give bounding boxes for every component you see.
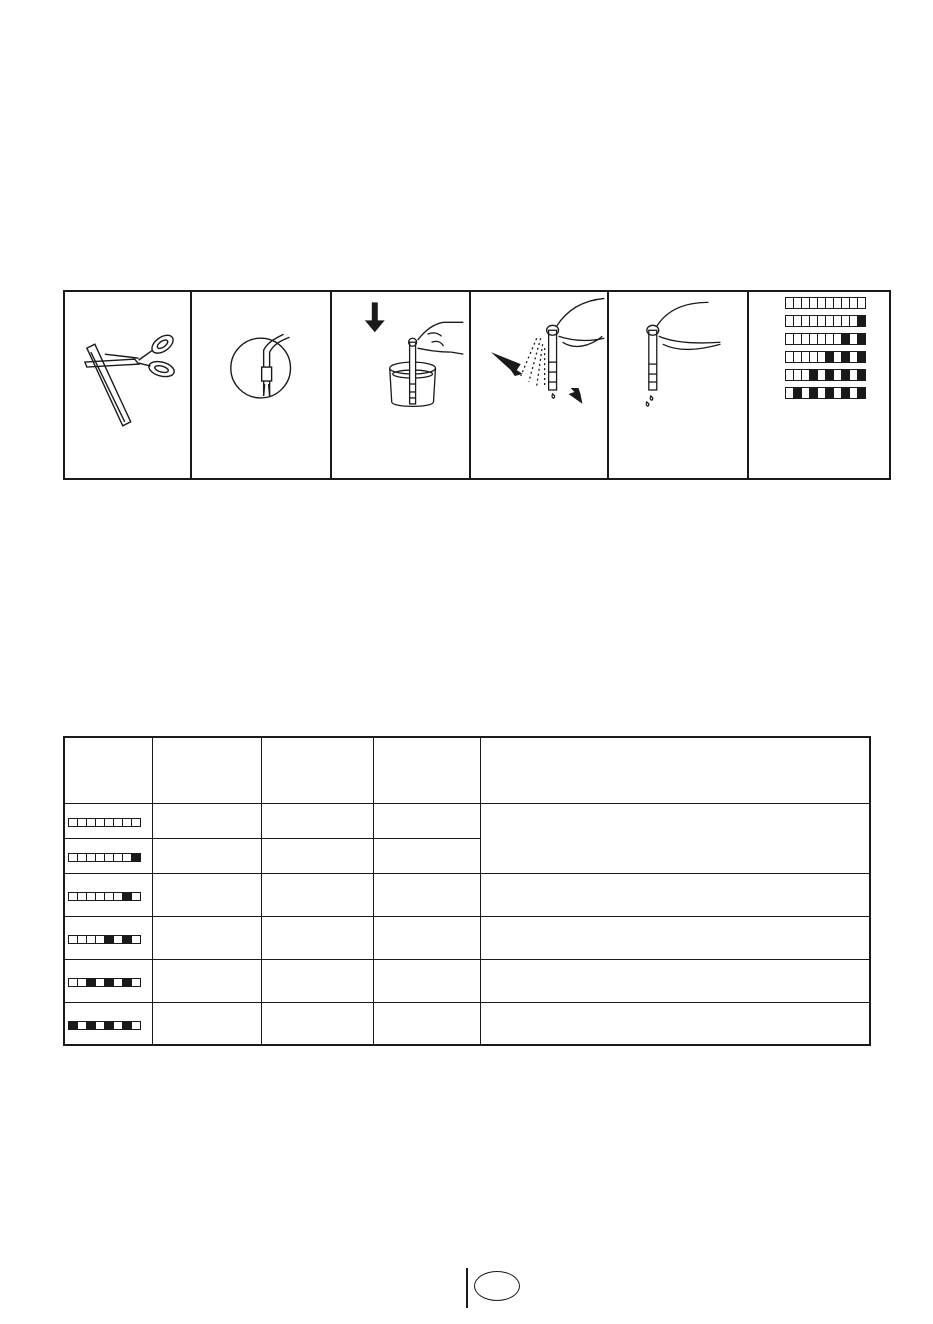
table-row: [64, 916, 870, 959]
step-4-panel: [471, 292, 609, 478]
table-cell: [373, 959, 480, 1002]
step-2-panel: [192, 292, 331, 478]
table-row: [64, 873, 870, 916]
hand-dipping-strip-in-cup-icon: [332, 292, 469, 478]
step-1-panel: [65, 292, 192, 478]
header-col-3: [373, 737, 480, 803]
table-cell: [261, 959, 373, 1002]
table-note: [480, 803, 870, 873]
hand-shaking-strip-icon: [471, 292, 607, 478]
table-cell: [152, 959, 261, 1002]
strip-swatch: [64, 838, 152, 873]
table-cell: [152, 916, 261, 959]
table-cell: [373, 1002, 480, 1045]
header-col-2: [261, 737, 373, 803]
header-setting: [480, 737, 870, 803]
table-cell: [261, 1002, 373, 1045]
table-row: [64, 1002, 870, 1045]
table-cell: [152, 873, 261, 916]
header-col-1: [152, 737, 261, 803]
instruction-illustrations: [63, 290, 891, 480]
header-strip: [64, 737, 152, 803]
table-cell: [152, 803, 261, 838]
table-row: [64, 959, 870, 1002]
step-3-panel: [332, 292, 471, 478]
table-row: [64, 803, 870, 838]
strip-swatch: [64, 916, 152, 959]
table-cell: [261, 873, 373, 916]
table-note: [480, 959, 870, 1002]
strip-swatch: [64, 873, 152, 916]
table-header-row: [64, 737, 870, 803]
hand-holding-strip-icon: [609, 292, 746, 478]
table-cell: [261, 803, 373, 838]
table-cell: [152, 1002, 261, 1045]
table-cell: [373, 803, 480, 838]
footer-divider: [466, 1268, 468, 1308]
hardness-table: [63, 736, 871, 1046]
scissors-cutting-strip-icon: [65, 292, 190, 478]
table-note: [480, 1002, 870, 1045]
faucet-water-flow-icon: [192, 292, 329, 478]
strip-swatch: [64, 1002, 152, 1045]
strip-swatch: [64, 959, 152, 1002]
step-6-panel: [749, 292, 889, 478]
table-cell: [373, 873, 480, 916]
table-cell: [261, 838, 373, 873]
table-cell: [373, 916, 480, 959]
step-5-panel: [609, 292, 748, 478]
strip-color-scale-icon: [785, 297, 865, 405]
language-badge: [474, 1271, 520, 1301]
table-cell: [261, 916, 373, 959]
table-cell: [373, 838, 480, 873]
table-cell: [152, 838, 261, 873]
table-note: [480, 873, 870, 916]
strip-swatch: [64, 803, 152, 838]
table-note: [480, 916, 870, 959]
